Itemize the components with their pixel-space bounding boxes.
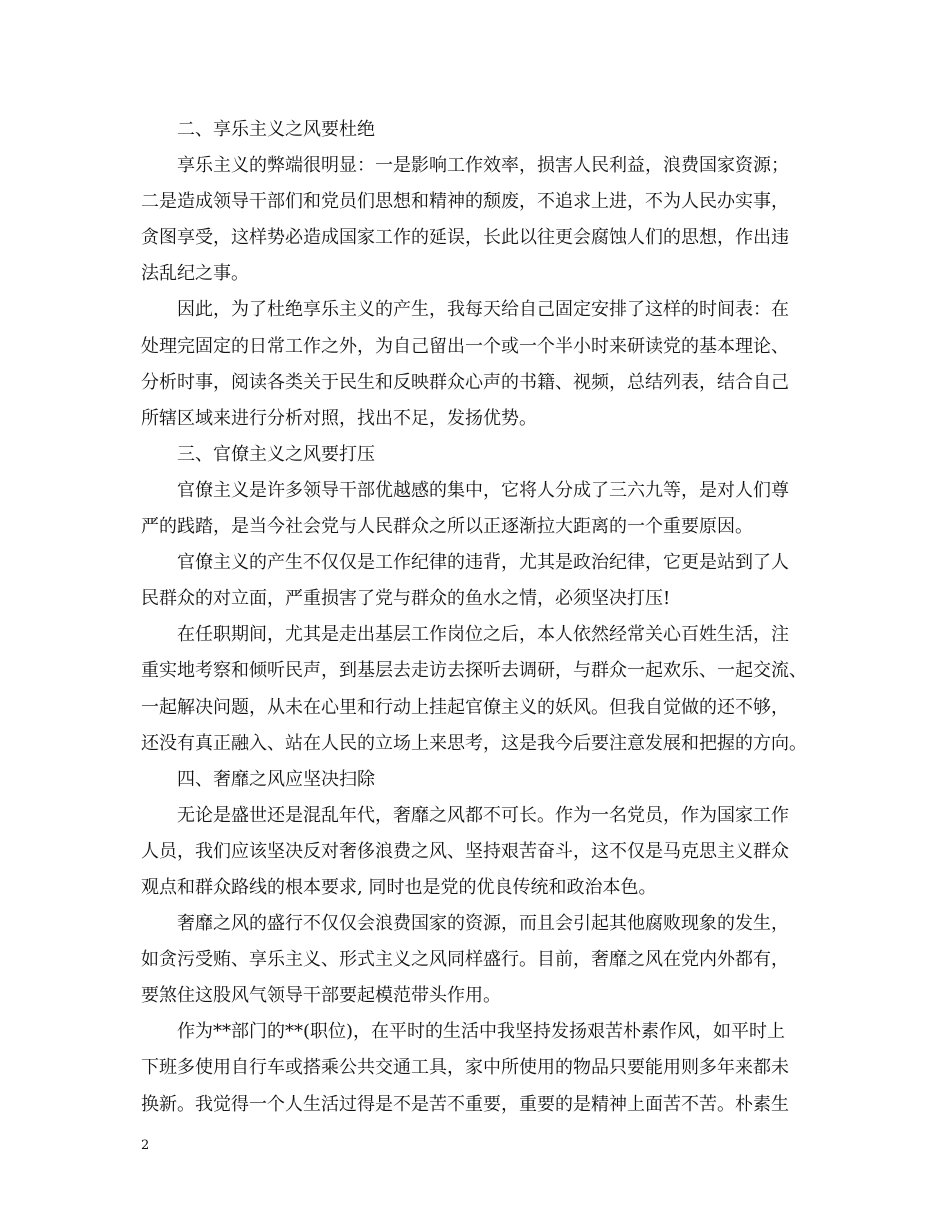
paragraph-first-line: 官僚主义是许多领导干部优越感的集中，它将人分成了三六九等，是对人们尊 [177, 479, 789, 501]
paragraph-line: 处理完固定的日常工作之外，为自己留出一个或一个半小时来研读党的基本理论、 [141, 335, 789, 357]
paragraph-line: 严的践踏，是当今社会党与人民群众之所以正逐渐拉大距离的一个重要原因。 [141, 516, 753, 538]
paragraph-first-line: 在任职期间，尤其是走出基层工作岗位之后，本人依然经常关心百姓生活，注 [177, 624, 789, 646]
paragraph-line: 如贪污受贿、享乐主义、形式主义之风同样盛行。目前，奢靡之风在党内外都有， [141, 949, 789, 971]
paragraph-line: 法乱纪之事。 [141, 263, 249, 285]
paragraph-first-line: 作为**部门的**(职位)，在平时的生活中我坚持发扬艰苦朴素作风，如平时上 [177, 1021, 786, 1043]
paragraph-first-line: 官僚主义的产生不仅仅是工作纪律的违背，尤其是政治纪律，它更是站到了人 [177, 552, 789, 574]
document-body [141, 112, 813, 1123]
paragraph-line: 观点和群众路线的根本要求, 同时也是党的优良传统和政治本色。 [141, 876, 657, 898]
paragraph-first-line: 享乐主义的弊端很明显：一是影响工作效率，损害人民利益，浪费国家资源； [177, 155, 789, 177]
paragraph-line: 下班多使用自行车或搭乘公共交通工具，家中所使用的物品只要能用则多年来都未 [141, 1057, 789, 1079]
paragraph-line: 二是造成领导干部们和党员们思想和精神的颓废，不追求上进，不为人民办实事， [141, 191, 789, 213]
paragraph-first-line: 四、奢靡之风应坚决扫除 [177, 768, 375, 790]
paragraph-line: 所辖区域来进行分析对照，找出不足，发扬优势。 [141, 407, 537, 429]
paragraph-line: 分析时事，阅读各类关于民生和反映群众心声的书籍、视频，总结列表，结合自己 [141, 371, 789, 393]
paragraph-line: 民群众的对立面，严重损害了党与群众的鱼水之情，必须坚决打压! [141, 588, 671, 610]
paragraph-line: 一起解决问题，从未在心里和行动上挂起官僚主义的妖风。但我自觉做的还不够， [141, 696, 789, 718]
paragraph-line: 重实地考察和倾听民声，到基层去走访去探听去调研，与群众一起欢乐、一起交流、 [141, 660, 807, 682]
paragraph-first-line: 无论是盛世还是混乱年代，奢靡之风都不可长。作为一名党员，作为国家工作 [177, 804, 789, 826]
paragraph-line: 还没有真正融入、站在人民的立场上来思考，这是我今后要注意发展和把握的方向。 [141, 732, 807, 754]
paragraph-line: 换新。我觉得一个人生活过得是不是苦不重要，重要的是精神上面苦不苦。朴素生 [141, 1093, 789, 1115]
paragraph-line: 要煞住这股风气领导干部要起模范带头作用。 [141, 985, 501, 1007]
paragraph-first-line: 因此，为了杜绝享乐主义的产生，我每天给自己固定安排了这样的时间表：在 [177, 299, 789, 321]
paragraph-line: 人员，我们应该坚决反对奢侈浪费之风、坚持艰苦奋斗，这不仅是马克思主义群众 [141, 840, 789, 862]
paragraph-line: 贪图享受，这样势必造成国家工作的延误，长此以往更会腐蚀人们的思想，作出违 [141, 227, 789, 249]
page-number: 2 [141, 1138, 150, 1153]
paragraph-first-line: 三、官僚主义之风要打压 [177, 443, 375, 465]
paragraph-first-line: 奢靡之风的盛行不仅仅会浪费国家的资源，而且会引起其他腐败现象的发生， [177, 913, 789, 935]
paragraph-first-line: 二、享乐主义之风要杜绝 [177, 119, 375, 140]
